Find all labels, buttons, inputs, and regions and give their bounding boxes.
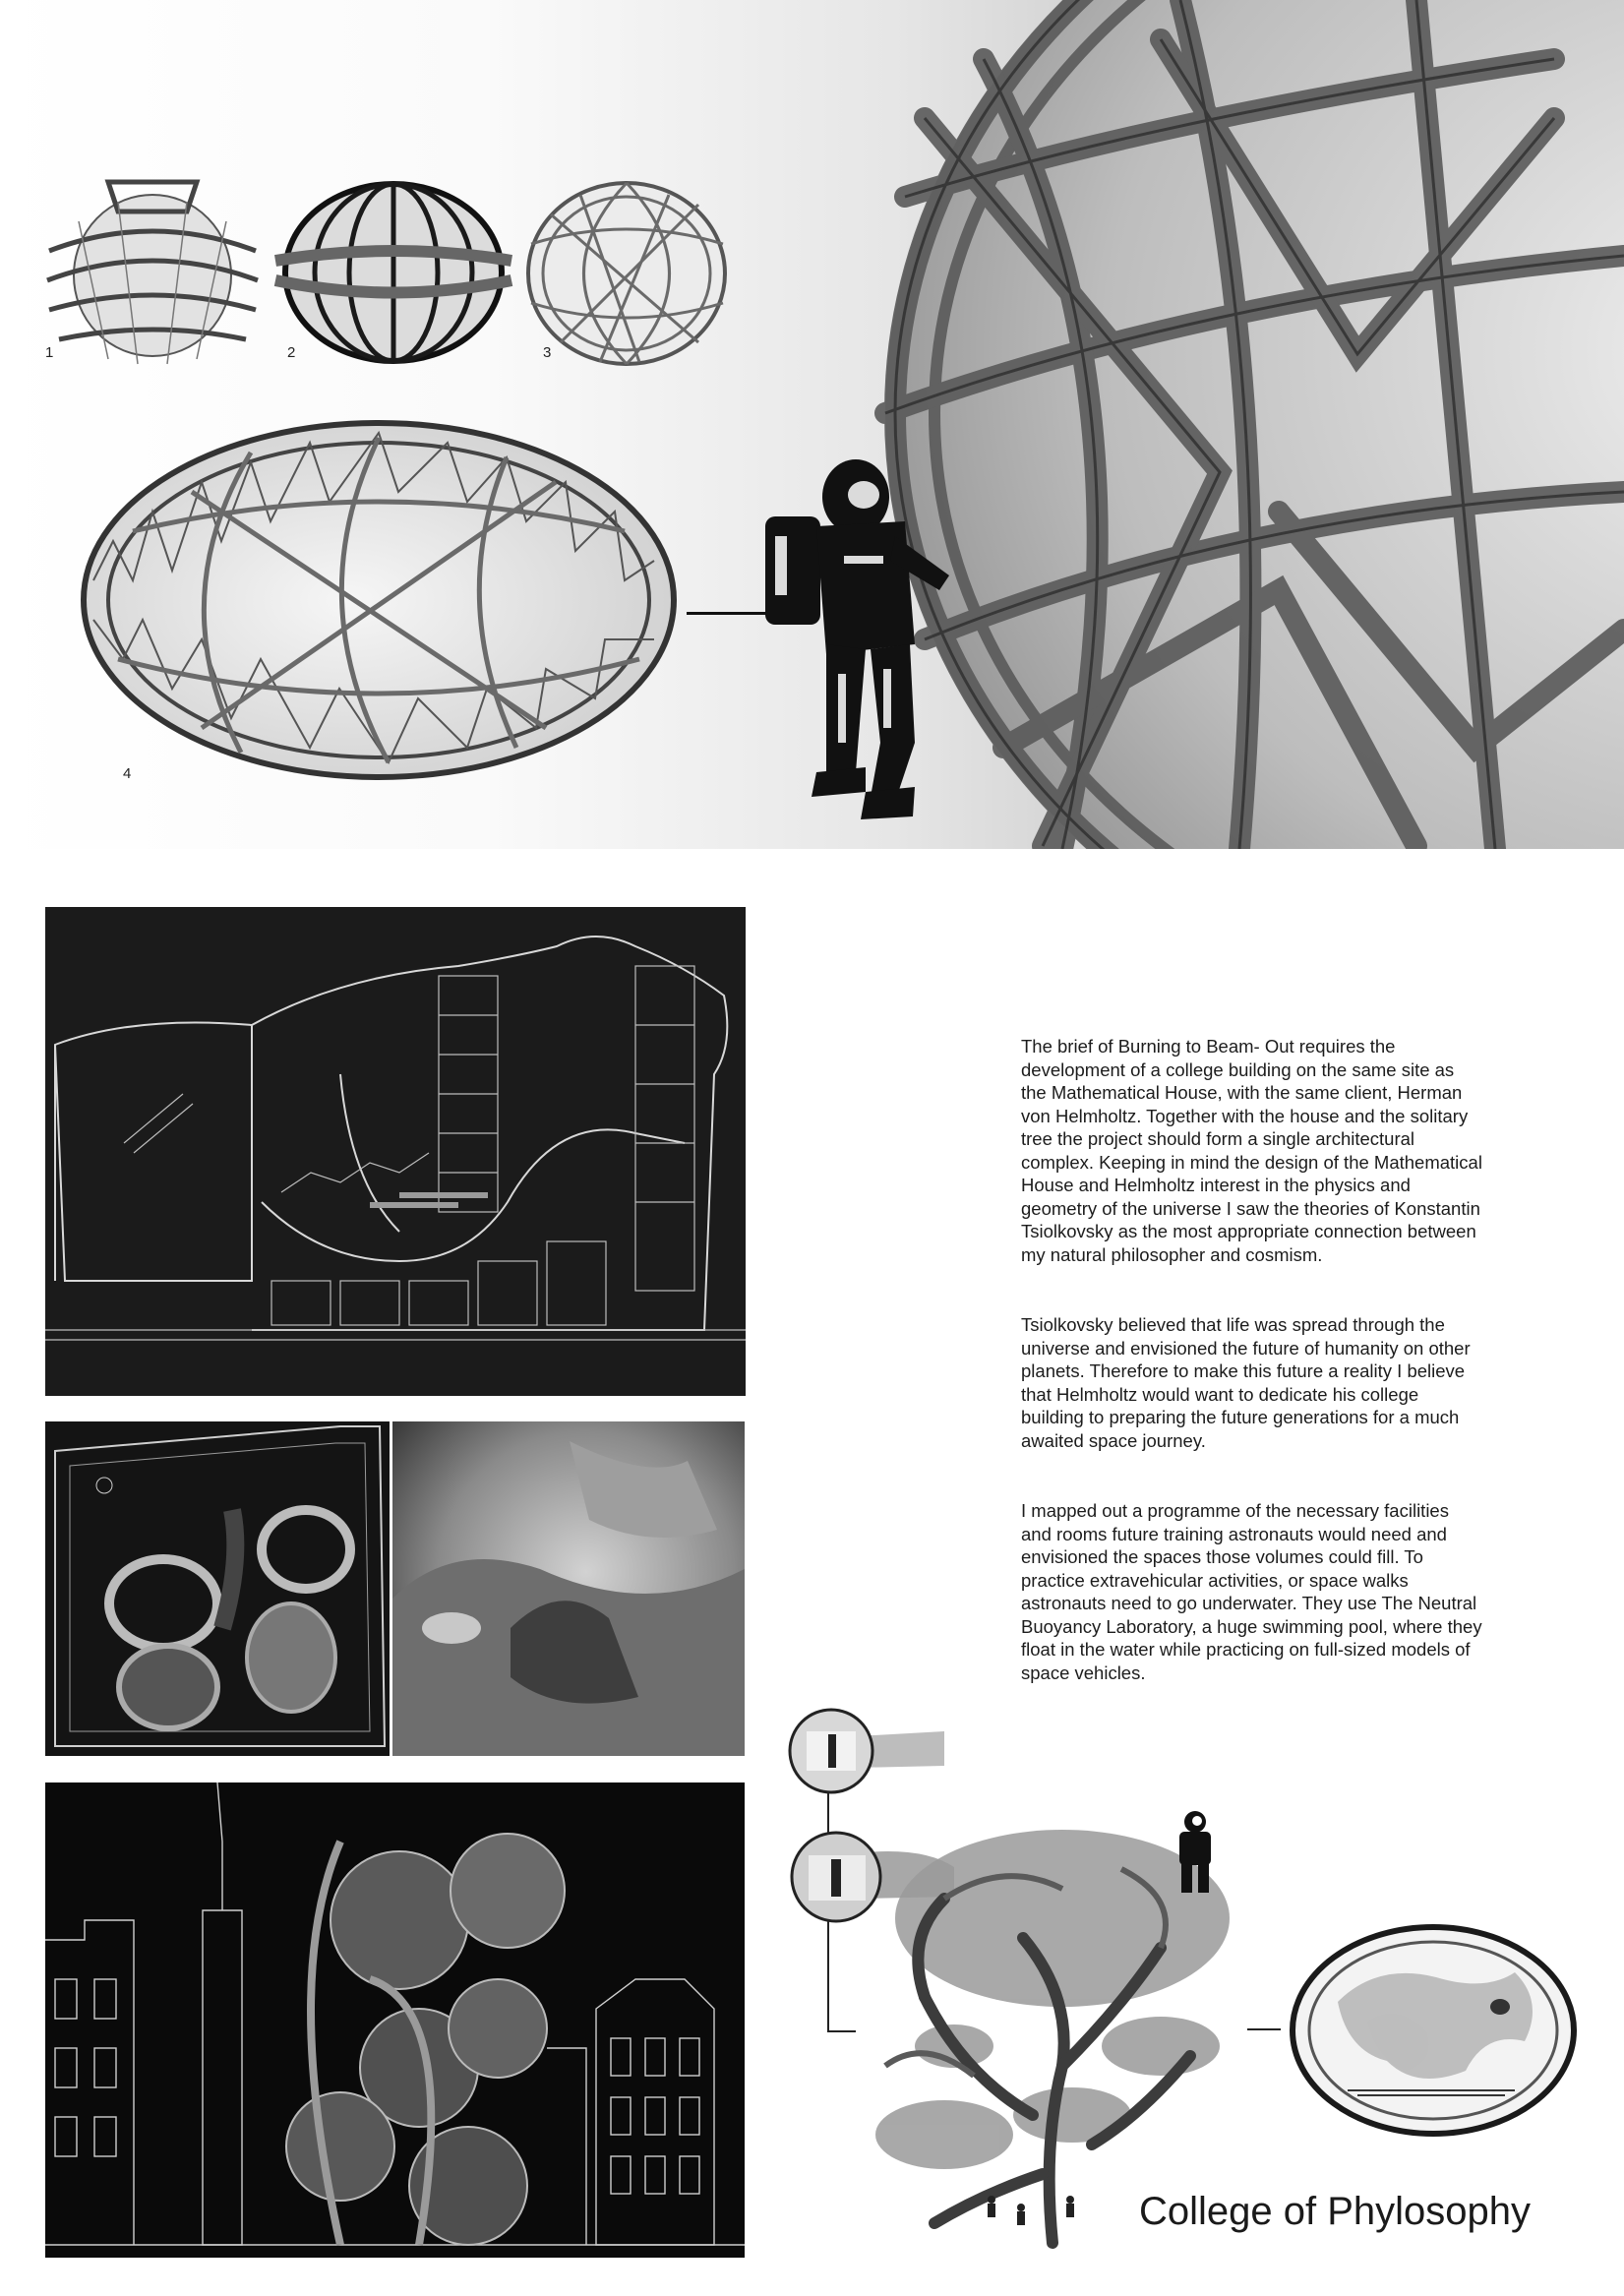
sphere-variant-1 <box>39 172 266 369</box>
description-paragraph-1: The brief of Burning to Beam- Out requires the development of a college building on the same site as the Mathematical House, with the same client, Herman von Helmholtz. Together with the house and the solitary tree the project should form a single architectural complex. Keeping in mind the design of the Mathematical House and Helmholtz interest in the physics and geometry of the universe I saw the theories of Konstantin Tsiolkovsky as the most appropriate connection between my natural philosopher and cosmism. <box>1021 1036 1482 1265</box>
section-drawing-panel <box>45 907 746 1396</box>
figure-label-1: 1 <box>45 344 54 361</box>
model-photo-panel <box>392 1421 745 1756</box>
vignette-corridor-1 <box>787 1707 944 1795</box>
floor-plan-drawing <box>45 1421 390 1756</box>
floor-plan-panel <box>45 1421 390 1756</box>
project-title: College of Phylosophy <box>1139 2190 1532 2233</box>
small-astronaut-figure <box>1166 1808 1225 1897</box>
figure-label-4: 4 <box>123 765 132 782</box>
sphere-variant-3 <box>521 175 733 372</box>
giant-lattice-sphere-render <box>866 0 1624 849</box>
street-elevation-panel <box>45 1782 745 2258</box>
neutral-buoyancy-pool-render <box>1289 1923 1579 2138</box>
street-elevation-render <box>45 1782 745 2258</box>
astronaut-silhouette <box>757 448 954 841</box>
model-photo <box>392 1421 745 1756</box>
sphere-variant-2 <box>271 177 516 369</box>
project-description <box>1021 1035 1483 1731</box>
tiny-astronaut-figures <box>984 2194 1092 2233</box>
description-paragraph-3: I mapped out a programme of the necessary facilities and rooms future training astronauts would need and envisioned the spaces those volumes could fill. To practice extravehicular activities, or space walks astronauts need to go underwater. They use The Neutral Buoyancy Laboratory, a huge swimming pool, where they float in the water while practicing on full-sized models of space vehicles. <box>1021 1500 1482 1683</box>
concept-sphere-band <box>0 0 1624 849</box>
building-section-drawing <box>45 907 746 1396</box>
connector-line-oval <box>1247 2028 1281 2030</box>
description-paragraph-2: Tsiolkovsky believed that life was spread through the universe and envisioned the future of humanity on other planets. Therefore to make this future a reality I believe that Helmholtz would want to dedicate his college building to preparing the future generations for a much awaited space journey. <box>1021 1314 1471 1451</box>
sphere-variant-4 <box>74 413 679 787</box>
figure-label-3: 3 <box>543 344 552 361</box>
figure-label-2: 2 <box>287 344 296 361</box>
